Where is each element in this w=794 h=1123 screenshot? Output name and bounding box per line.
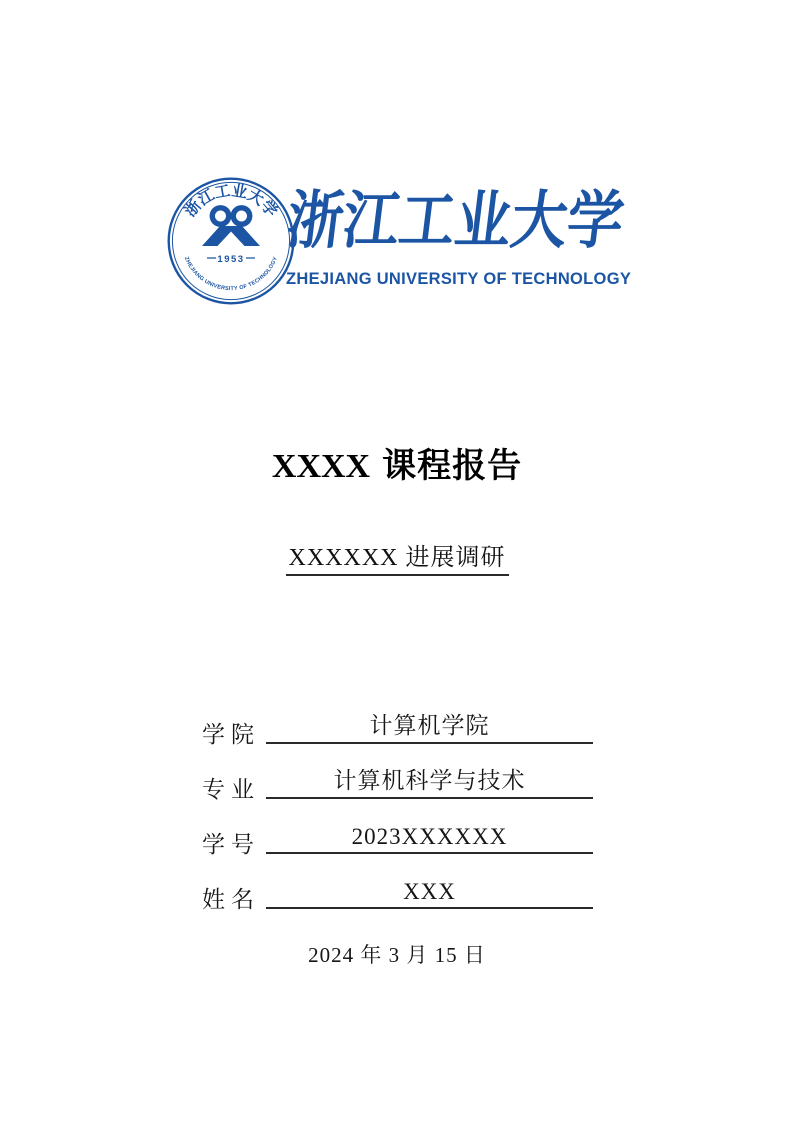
seal-emblem-icon (202, 208, 260, 246)
report-subtitle: XXXXXX 进展调研 (286, 537, 509, 576)
report-subtitle-wrap (0, 537, 794, 576)
form-label-student-id: 学号 (202, 832, 260, 857)
form-row-name (202, 873, 593, 912)
report-title-latin: XXXX (271, 448, 371, 485)
report-date: 2024 年 3 月 15 日 (308, 943, 486, 967)
form-value-name: XXX (266, 879, 593, 909)
seal-top-text: 浙江工业大学 (181, 182, 281, 221)
seal-year: 1953 (217, 254, 245, 265)
form-row-student-id (202, 818, 593, 857)
form-label-name: 姓名 (202, 887, 260, 912)
form-value-major: 计算机科学与技术 (266, 762, 593, 799)
form-value-college: 计算机学院 (266, 707, 593, 744)
form-row-college (202, 708, 593, 747)
report-title-cjk: 课程报告 (382, 447, 523, 485)
form-row-major (202, 763, 593, 802)
seal-bottom-text: ZHEJIANG UNIVERSITY OF TECHNOLOGY (182, 256, 280, 293)
form-label-major: 专业 (202, 777, 260, 802)
university-name-block (282, 180, 632, 289)
university-name-chinese: 浙江工业大学 (282, 187, 628, 257)
form-label-college: 学院 (202, 722, 260, 747)
university-seal-icon (166, 176, 296, 306)
university-name-english: ZHEJIANG UNIVERSITY OF TECHNOLOGY (286, 270, 632, 288)
report-title (0, 446, 794, 488)
form-value-student-id: 2023XXXXXX (266, 824, 593, 854)
